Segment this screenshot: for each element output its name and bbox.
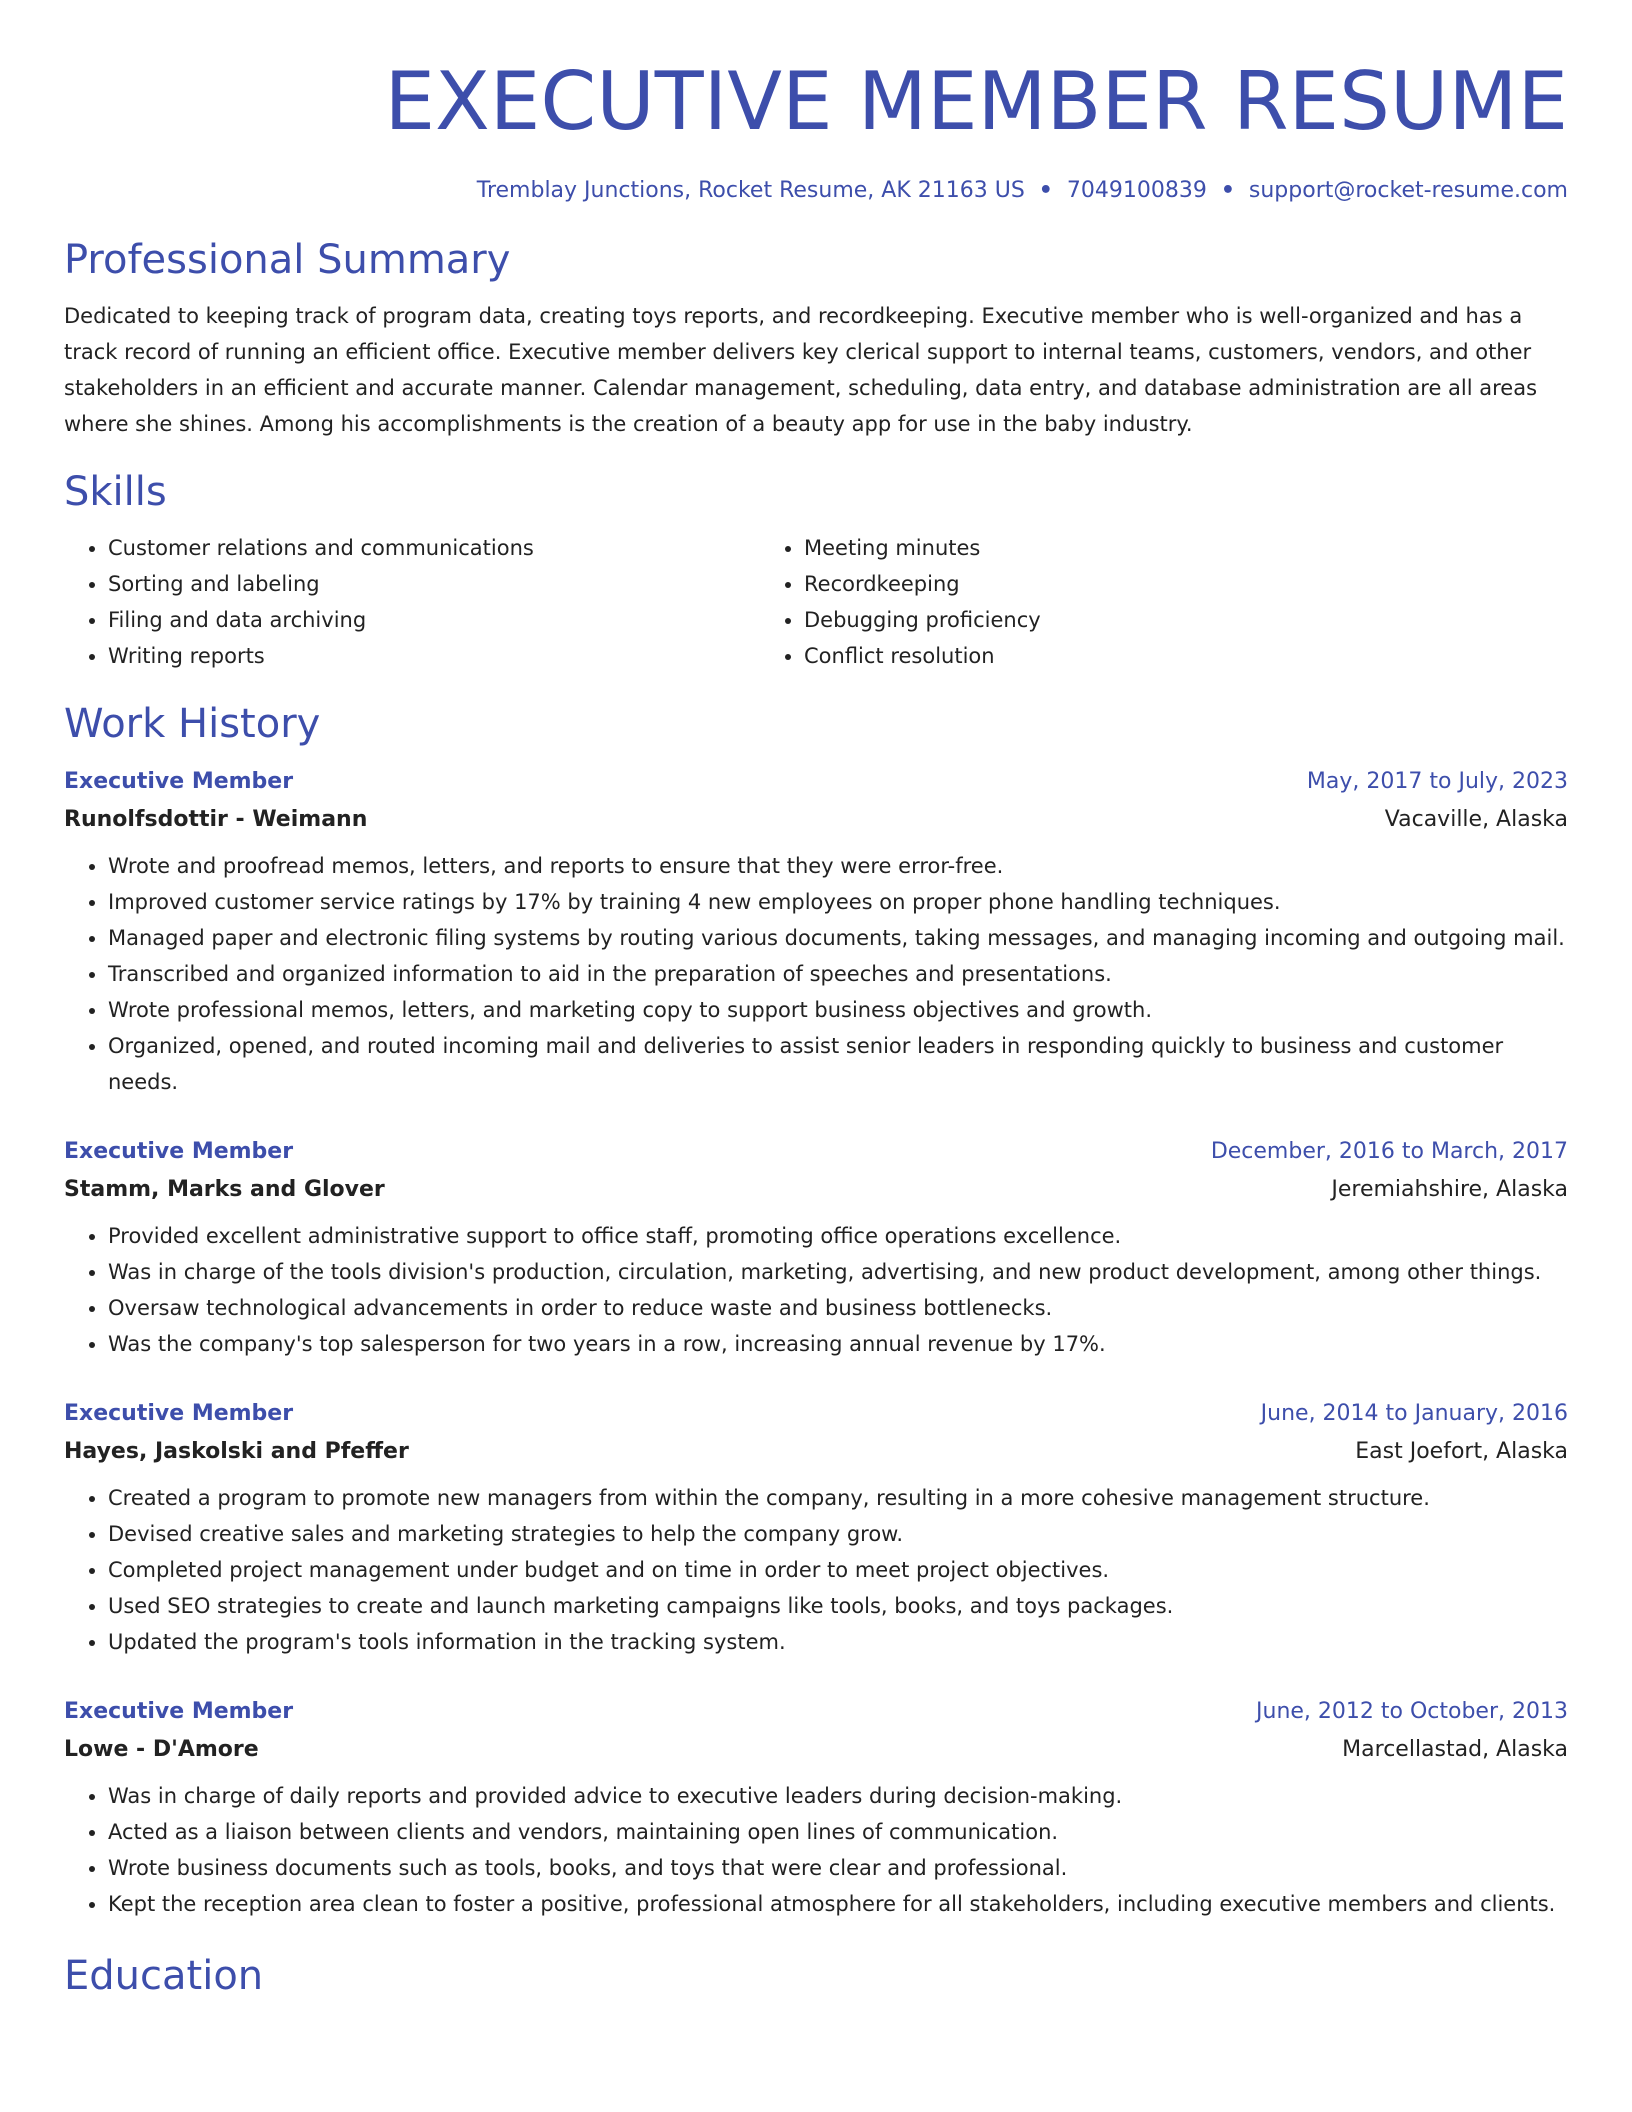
job-header-row xyxy=(64,764,1568,800)
job-header-row xyxy=(64,1134,1568,1170)
job-location: Marcellastad, Alaska xyxy=(1342,1737,1568,1762)
job-title: Executive Member xyxy=(64,1699,294,1724)
job-company-row xyxy=(64,800,1568,840)
job-bullet: • Wrote business documents such as tools, books, and toys that were clear and professional. xyxy=(108,1850,1568,1886)
job-bullet: • Kept the reception area clean to foster a positive, professional atmosphere for all stakeholders, including executive members and clients. xyxy=(108,1886,1568,1922)
skills-list xyxy=(64,530,1568,674)
job-location: Jeremiahshire, Alaska xyxy=(1331,1177,1568,1202)
job-entry xyxy=(64,1694,1568,1922)
contact-separator: • xyxy=(1220,178,1235,203)
resume-title: EXECUTIVE MEMBER RESUME xyxy=(384,55,1568,148)
job-bullet: • Provided excellent administrative support to office staff, promoting office operations excellence. xyxy=(108,1218,1568,1254)
job-title: Executive Member xyxy=(64,1401,294,1426)
job-bullet: • Oversaw technological advancements in order to reduce waste and business bottlenecks. xyxy=(108,1290,1568,1326)
job-company-row xyxy=(64,1170,1568,1210)
skill-item: • Filing and data archiving xyxy=(108,602,760,638)
job-entry xyxy=(64,764,1568,1100)
contact-separator: • xyxy=(1038,178,1053,203)
job-location: East Joefort, Alaska xyxy=(1355,1439,1568,1464)
job-bullet: • Was in charge of daily reports and provided advice to executive leaders during decision-making. xyxy=(108,1778,1568,1814)
job-bullets xyxy=(64,1218,1568,1362)
job-title: Executive Member xyxy=(64,1139,294,1164)
job-company: Runolfsdottir - Weimann xyxy=(64,807,368,832)
job-bullet: • Managed paper and electronic filing systems by routing various documents, taking messages, and managing incoming and outgoing mail. xyxy=(108,920,1568,956)
skill-item: • Debugging proficiency xyxy=(804,602,1456,638)
job-bullet: • Improved customer service ratings by 17% by training 4 new employees on proper phone handling techniques. xyxy=(108,884,1568,920)
job-dates: June, 2012 to October, 2013 xyxy=(1256,1699,1568,1724)
job-dates: December, 2016 to March, 2017 xyxy=(1210,1139,1568,1164)
skill-item: • Sorting and labeling xyxy=(108,566,760,602)
contact-phone: 7049100839 xyxy=(1066,178,1207,203)
job-bullet: • Organized, opened, and routed incoming mail and deliveries to assist senior leaders in responding quickly to business and customer needs. xyxy=(108,1028,1568,1100)
contact-email: support@rocket-resume.com xyxy=(1248,178,1568,203)
skills-column-right xyxy=(760,530,1456,674)
skill-item: • Recordkeeping xyxy=(804,566,1456,602)
section-title-skills: Skills xyxy=(64,469,167,515)
job-bullet: • Updated the program's tools information in the tracking system. xyxy=(108,1624,1568,1660)
skill-item: • Writing reports xyxy=(108,638,760,674)
contact-line xyxy=(64,176,1568,206)
job-dates: June, 2014 to January, 2016 xyxy=(1260,1401,1568,1426)
skill-item: • Conflict resolution xyxy=(804,638,1456,674)
job-header-row xyxy=(64,1694,1568,1730)
job-bullets xyxy=(64,1480,1568,1660)
job-header-row xyxy=(64,1396,1568,1432)
skills-column-left xyxy=(64,530,760,674)
job-bullet: • Used SEO strategies to create and launch marketing campaigns like tools, books, and toys packages. xyxy=(108,1588,1568,1624)
resume-header xyxy=(64,52,1568,206)
section-title-summary: Professional Summary xyxy=(64,237,511,283)
job-company-row xyxy=(64,1730,1568,1770)
skill-item: • Meeting minutes xyxy=(804,530,1456,566)
job-bullet: • Was in charge of the tools division's production, circulation, marketing, advertising, and new product development, among other things. xyxy=(108,1254,1568,1290)
job-dates: May, 2017 to July, 2023 xyxy=(1306,769,1568,794)
job-company-row xyxy=(64,1432,1568,1472)
job-bullet: • Acted as a liaison between clients and vendors, maintaining open lines of communication. xyxy=(108,1814,1568,1850)
job-bullet: • Was the company's top salesperson for two years in a row, increasing annual revenue by 17%. xyxy=(108,1326,1568,1362)
contact-address: Tremblay Junctions, Rocket Resume, AK 21163 US xyxy=(476,178,1025,203)
job-bullet: • Wrote professional memos, letters, and marketing copy to support business objectives and growth. xyxy=(108,992,1568,1028)
job-title: Executive Member xyxy=(64,769,294,794)
job-bullet: • Transcribed and organized information to aid in the preparation of speeches and presentations. xyxy=(108,956,1568,992)
job-bullet: • Devised creative sales and marketing strategies to help the company grow. xyxy=(108,1516,1568,1552)
job-company: Hayes, Jaskolski and Pfeffer xyxy=(64,1439,409,1464)
job-company: Stamm, Marks and Glover xyxy=(64,1177,385,1202)
job-bullet: • Wrote and proofread memos, letters, and reports to ensure that they were error-free. xyxy=(108,848,1568,884)
job-entry xyxy=(64,1396,1568,1660)
job-bullets xyxy=(64,848,1568,1100)
summary-text: Dedicated to keeping track of program data, creating toys reports, and recordkeeping. Executive member who is well-organized and has a track record of running an efficient office. Executive member delivers key clerical support to internal teams, customers, vendors, and other stakeholders in an efficient and accurate manner. Calendar management, scheduling, data entry, and database administration are all areas where she shines. Among his accomplishments is the creation of a beauty app for use in the baby industry. xyxy=(64,304,1538,436)
section-title-work-history: Work History xyxy=(64,701,321,747)
job-company: Lowe - D'Amore xyxy=(64,1737,259,1762)
skill-item: • Customer relations and communications xyxy=(108,530,760,566)
section-title-education: Education xyxy=(64,1953,264,1999)
job-entry xyxy=(64,1134,1568,1362)
job-location: Vacaville, Alaska xyxy=(1384,807,1568,832)
job-bullet: • Completed project management under budget and on time in order to meet project objectives. xyxy=(108,1552,1568,1588)
job-bullets xyxy=(64,1778,1568,1922)
job-bullet: • Created a program to promote new managers from within the company, resulting in a more cohesive management structure. xyxy=(108,1480,1568,1516)
